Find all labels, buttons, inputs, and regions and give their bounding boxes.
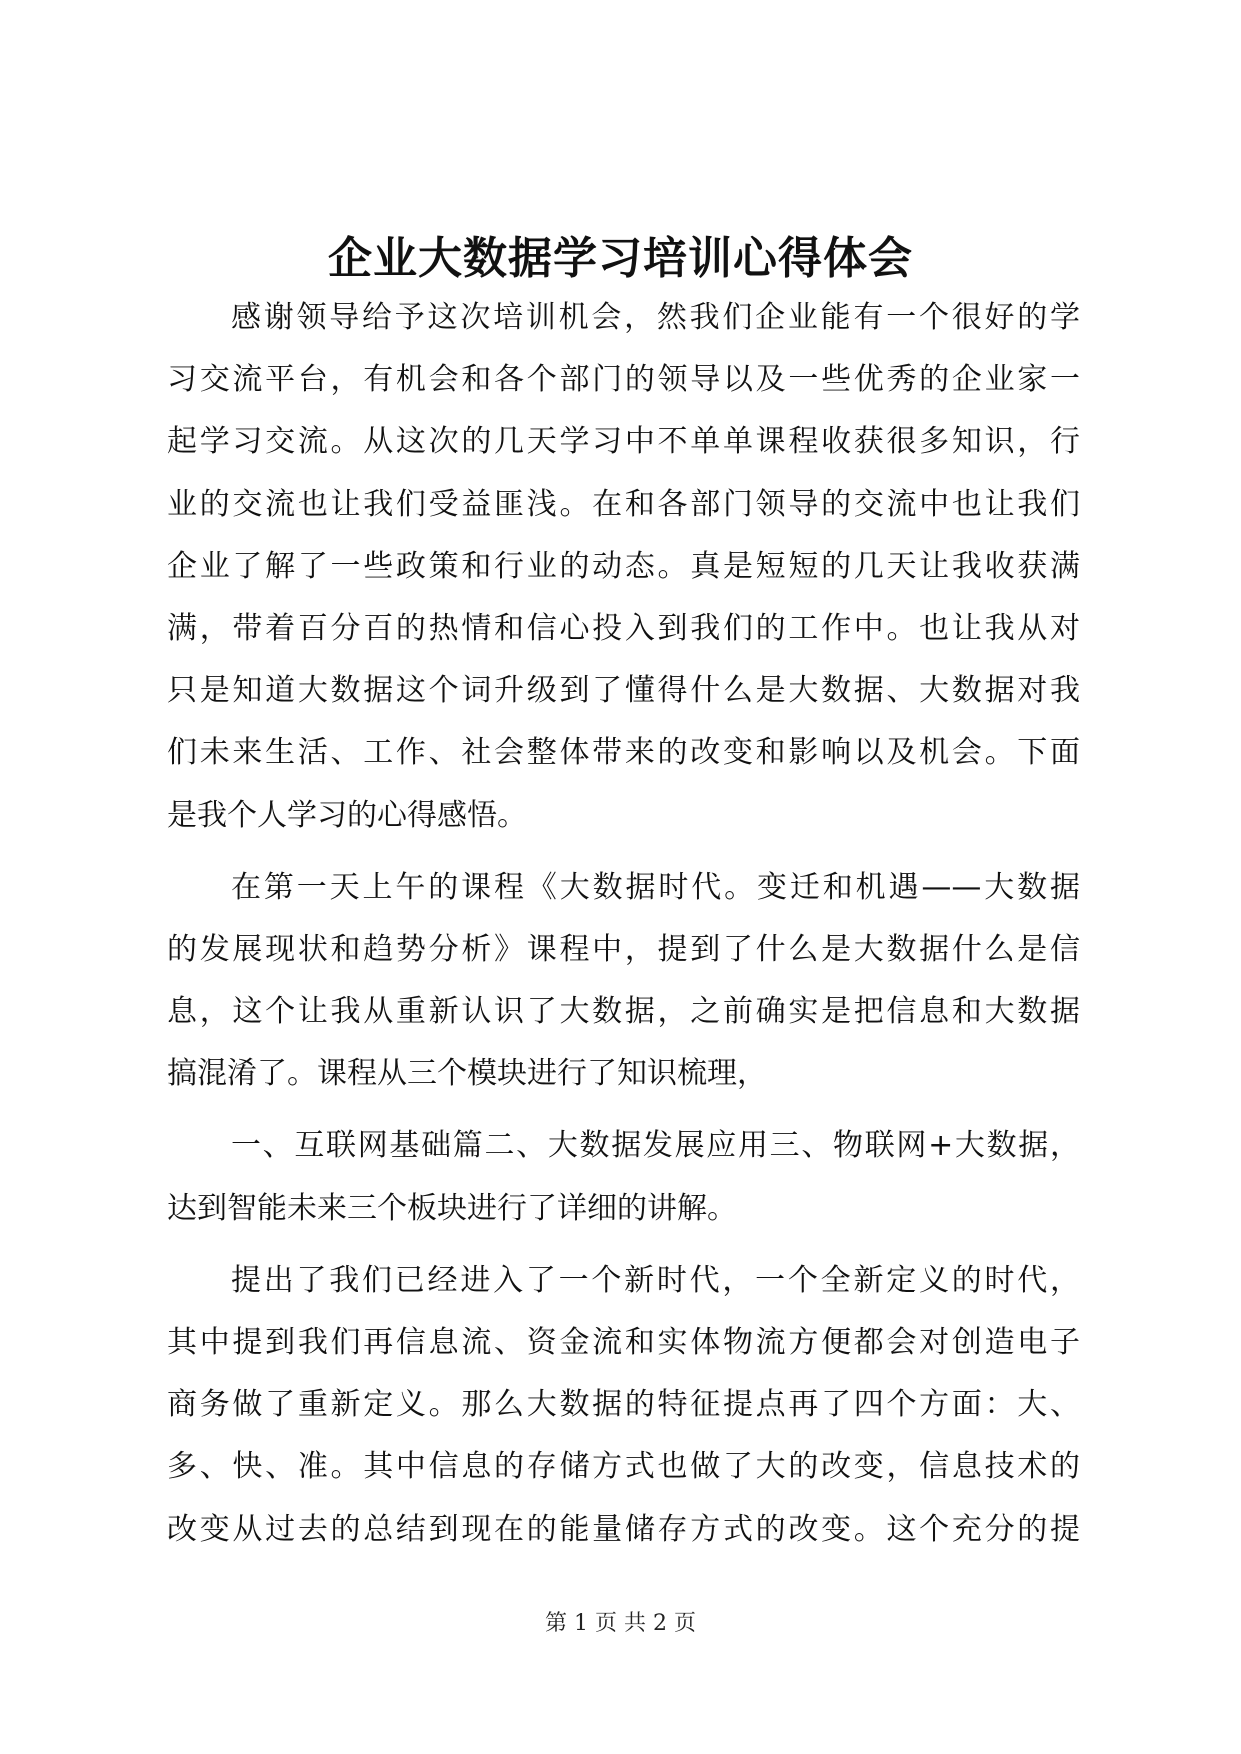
paragraph-gap — [167, 847, 1080, 857]
text-line: 起学习交流。从这次的几天学习中不单单课程收获很多知识，行 — [167, 424, 1080, 460]
text-line: 息，这个让我从重新认识了大数据，之前确实是把信息和大数据 — [167, 994, 1080, 1030]
paragraph — [167, 1250, 1080, 1561]
text-line: 改变从过去的总结到现在的能量储存方式的改变。这个充分的提 — [167, 1511, 1080, 1547]
text-line: 商务做了重新定义。那么大数据的特征提点再了四个方面：大、 — [167, 1387, 1080, 1423]
document-body — [167, 287, 1080, 1561]
page-footer: 第 1 页 共 2 页 — [545, 1611, 696, 1636]
paragraph — [167, 857, 1080, 1106]
text-line: 在第一天上午的课程《大数据时代。变迁和机遇——大数据 — [231, 869, 1080, 905]
text-line: 感谢领导给予这次培训机会，然我们企业能有一个很好的学 — [231, 300, 1080, 335]
paragraph-gap — [167, 1105, 1080, 1115]
text-line: 们未来生活、工作、社会整体带来的改变和影响以及机会。下面 — [167, 735, 1080, 771]
text-line: 达到智能未来三个板块进行了详细的讲解。 — [167, 1190, 737, 1226]
text-line: 业的交流也让我们受益匪浅。在和各部门领导的交流中也让我们 — [167, 486, 1080, 522]
text-line: 只是知道大数据这个词升级到了懂得什么是大数据、大数据对我 — [167, 673, 1080, 709]
text-line: 多、快、准。其中信息的存储方式也做了大的改变，信息技术的 — [167, 1449, 1080, 1485]
text-line: 的发展现状和趋势分析》课程中，提到了什么是大数据什么是信 — [167, 931, 1080, 967]
text-line: 习交流平台，有机会和各个部门的领导以及一些优秀的企业家一 — [167, 362, 1080, 398]
paragraph — [167, 1115, 1080, 1239]
text-line: 是我个人学习的心得感悟。 — [167, 797, 527, 833]
text-line: 一、互联网基础篇二、大数据发展应用三、物联网+大数据， — [231, 1128, 1080, 1164]
paragraph-gap — [167, 1240, 1080, 1250]
paragraph — [167, 287, 1080, 847]
text-line: 满，带着百分百的热情和信心投入到我们的工作中。也让我从对 — [167, 610, 1080, 646]
text-line: 企业了解了一些政策和行业的动态。真是短短的几天让我收获满 — [167, 548, 1080, 584]
text-line: 其中提到我们再信息流、资金流和实体物流方便都会对创造电子 — [167, 1325, 1080, 1360]
document-title: 企业大数据学习培训心得体会 — [328, 233, 913, 284]
text-line: 搞混淆了。课程从三个模块进行了知识梳理， — [167, 1056, 767, 1092]
text-line: 提出了我们已经进入了一个新时代，一个全新定义的时代， — [231, 1262, 1080, 1298]
